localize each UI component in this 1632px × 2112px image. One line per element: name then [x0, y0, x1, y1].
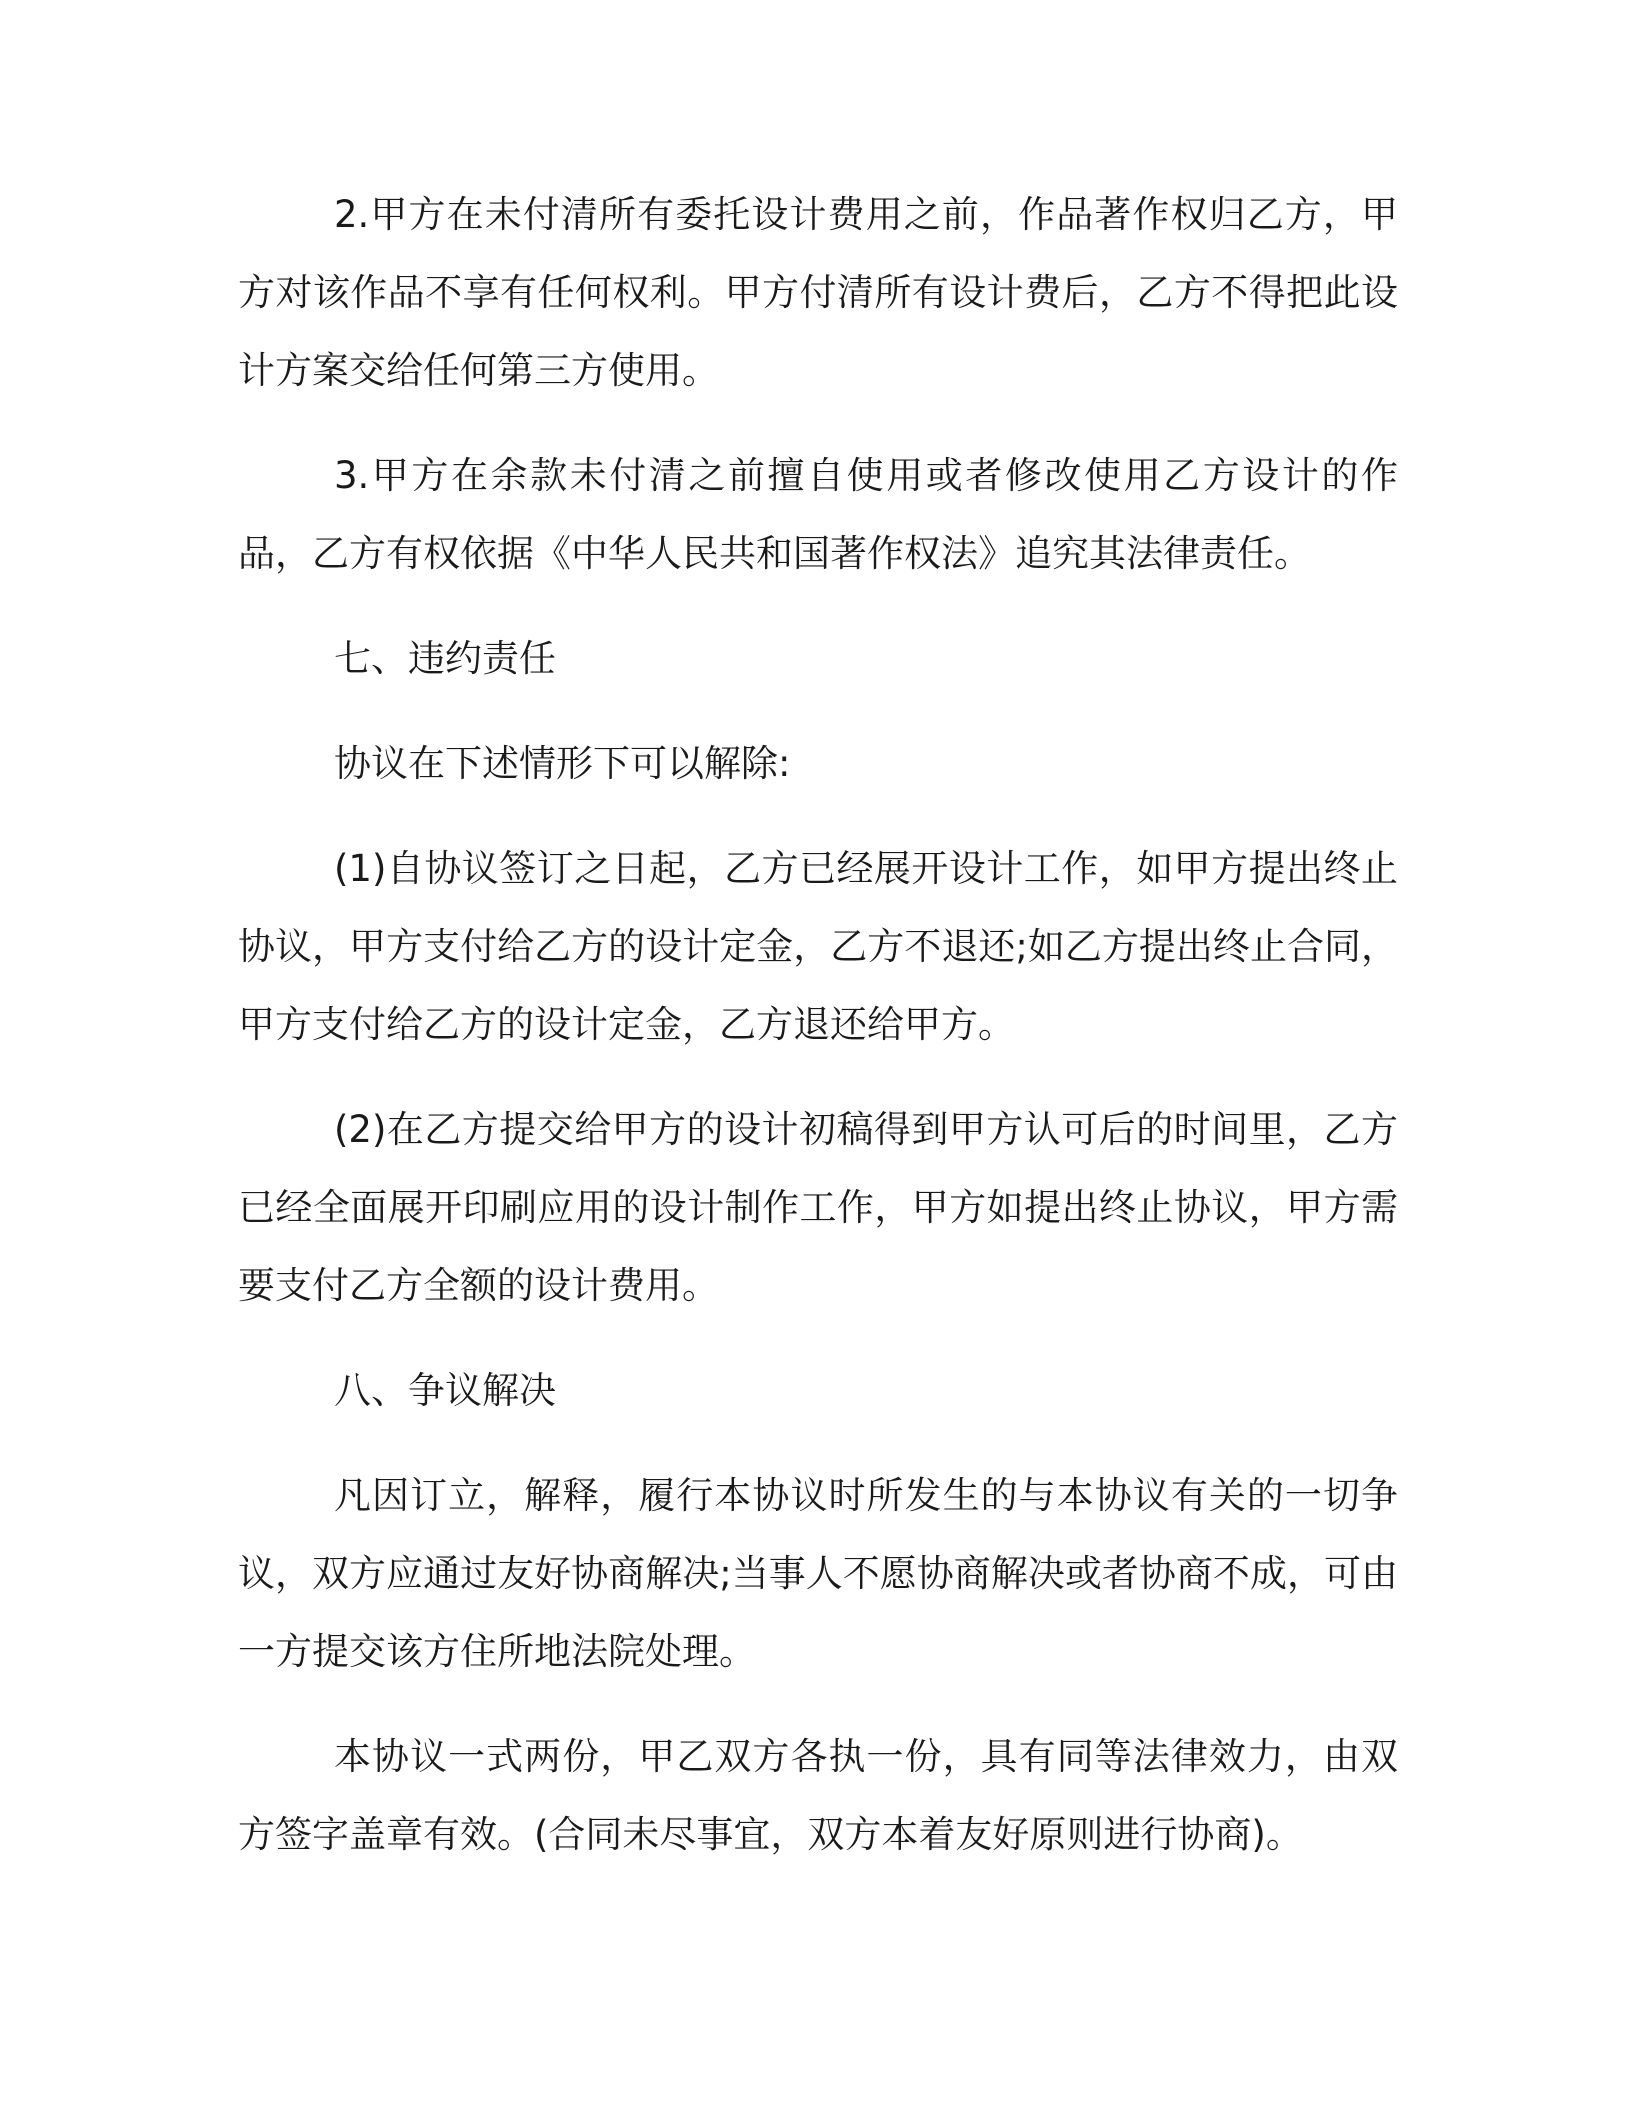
dispute-resolution: 凡因订立，解释，履行本协议时所发生的与本协议有关的一切争议，双方应通过友好协商解决;当事人不愿协商解决或者协商不成，可由一方提交该方住所地法院处理。	[238, 1474, 1398, 1673]
termination-intro: 协议在下述情形下可以解除:	[334, 742, 791, 785]
section-7-heading: 七、违约责任	[334, 637, 556, 680]
section-8-heading: 八、争议解决	[334, 1369, 556, 1412]
clause-3-unauthorized-use: 3.甲方在余款未付清之前擅自使用或者修改使用乙方设计的作品，乙方有权依据《中华人民共和国著作权法》追究其法律责任。	[238, 454, 1398, 575]
copies-and-validity: 本协议一式两份，甲乙双方各执一份，具有同等法律效力，由双方签字盖章有效。(合同未尽事宜，双方本着友好原则进行协商)。	[238, 1735, 1398, 1856]
termination-case-2: (2)在乙方提交给甲方的设计初稿得到甲方认可后的时间里，乙方已经全面展开印刷应用的设计制作工作，甲方如提出终止协议，甲方需要支付乙方全额的设计费用。	[238, 1108, 1398, 1307]
clause-2-copyright: 2.甲方在未付清所有委托设计费用之前，作品著作权归乙方，甲方对该作品不享有任何权利。甲方付清所有设计费后，乙方不得把此设计方案交给任何第三方使用。	[238, 193, 1398, 392]
document-body	[238, 176, 1398, 1901]
termination-case-1: (1)自协议签订之日起，乙方已经展开设计工作，如甲方提出终止协议，甲方支付给乙方的设计定金，乙方不退还;如乙方提出终止合同，甲方支付给乙方的设计定金，乙方退还给甲方。	[238, 847, 1398, 1046]
